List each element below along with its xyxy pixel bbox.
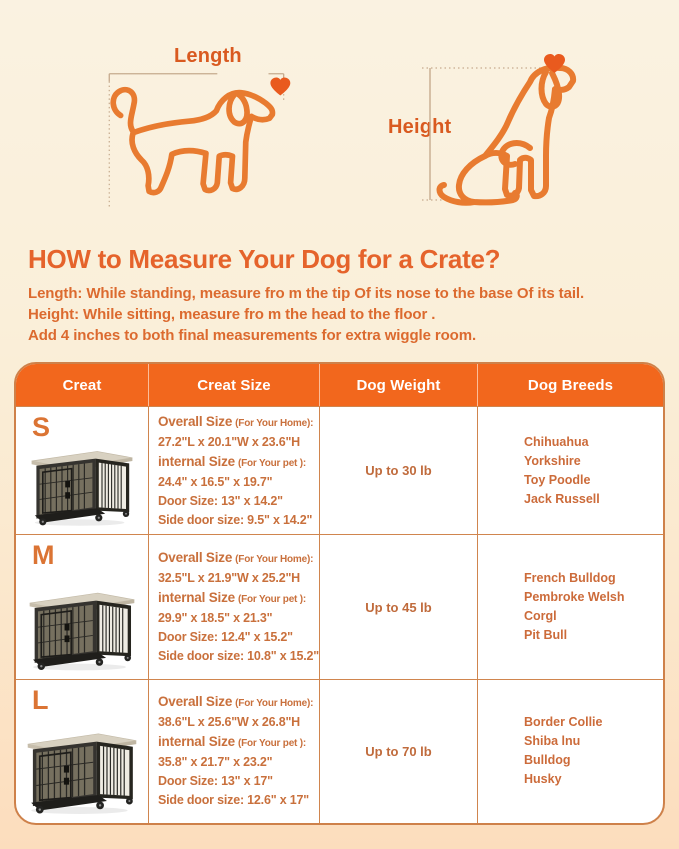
overall-size-line	[158, 548, 317, 569]
table-row-small	[16, 406, 663, 534]
internal-size-line	[158, 588, 317, 609]
header-creat-size: Creat Size	[148, 364, 319, 406]
internal-size-note: (For Your pet ):	[237, 738, 307, 750]
door-size-line: Door Size: 13" x 14.2"	[158, 493, 283, 508]
measuring-diagram-section	[0, 0, 679, 235]
overall-size-label: Overall Size	[158, 694, 233, 710]
breed-item: Bulldog	[524, 753, 571, 768]
standing-dog-outline	[113, 90, 272, 193]
side-door-size-line: Side door size: 9.5" x 14.2"	[158, 512, 313, 527]
sitting-dog-outline	[440, 68, 574, 203]
breeds-cell-large	[477, 680, 663, 823]
breed-item: Pembroke Welsh	[524, 590, 625, 605]
table-header-row	[16, 364, 663, 406]
height-label: Height	[388, 116, 452, 138]
overall-size-value: 38.6"L x 25.6"W x 26.8"H	[158, 715, 300, 730]
internal-size-label: internal Size	[158, 590, 235, 606]
side-door-size-line: Side door size: 12.6" x 17"	[158, 793, 309, 808]
breeds-cell-medium	[477, 535, 663, 678]
breed-item: Corgl	[524, 609, 557, 624]
breed-item: Yorkshire	[524, 453, 581, 468]
breed-item: Chihuahua	[524, 434, 589, 449]
length-label: Length	[174, 45, 242, 67]
breeds-cell-small	[477, 407, 663, 534]
crate-cell-small	[16, 407, 148, 534]
internal-size-note: (For Your pet ):	[237, 594, 307, 606]
weight-cell-medium: Up to 45 lb	[319, 535, 477, 678]
overall-size-note: (For Your Home):	[235, 698, 314, 710]
instructions-block	[28, 283, 658, 346]
specs-cell-small	[148, 407, 319, 534]
overall-size-note: (For Your Home):	[235, 554, 314, 566]
internal-size-value: 24.4" x 16.5" x 19.7"	[158, 474, 273, 489]
door-size-line: Door Size: 13" x 17"	[158, 774, 273, 789]
sitting-dog-illustration	[382, 50, 604, 208]
heart-icon	[270, 78, 290, 96]
overall-size-line	[158, 692, 317, 713]
overall-size-label: Overall Size	[158, 413, 233, 429]
table-row-large	[16, 679, 663, 823]
table-row-medium	[16, 534, 663, 678]
overall-size-label: Overall Size	[158, 550, 233, 566]
overall-size-note: (For Your Home):	[235, 417, 314, 429]
crate-cell-medium	[16, 535, 148, 678]
weight-cell-small: Up to 30 lb	[319, 407, 477, 534]
door-size-line: Door Size: 12.4" x 15.2"	[158, 630, 293, 645]
page-title: HOW to Measure Your Dog for a Crate?	[28, 244, 501, 274]
standing-dog-illustration	[96, 66, 314, 218]
large-crate-image	[26, 724, 138, 816]
internal-size-line	[158, 732, 317, 753]
medium-crate-image	[28, 584, 136, 672]
side-door-size-line: Side door size: 10.8" x 15.2"	[158, 649, 319, 664]
small-crate-image	[30, 443, 134, 527]
header-creat: Creat	[62, 376, 102, 394]
size-letter-m: M	[32, 540, 55, 571]
overall-size-line	[158, 412, 317, 433]
specs-cell-medium	[148, 535, 319, 678]
crate-size-table	[14, 362, 665, 825]
internal-size-value: 35.8" x 21.7" x 23.2"	[158, 755, 273, 770]
size-letter-l: L	[32, 684, 49, 715]
weight-cell-large: Up to 70 lb	[319, 680, 477, 823]
header-dog-weight: Dog Weight	[319, 364, 477, 406]
overall-size-value: 32.5"L x 21.9"W x 25.2"H	[158, 571, 300, 586]
crate-cell-large	[16, 680, 148, 823]
breed-item: Jack Russell	[524, 491, 600, 506]
breed-item: Husky	[524, 772, 562, 787]
instruction-height: Height: While sitting, measure fro m the head to the floor .	[28, 306, 436, 323]
instruction-length: Length: While standing, measure fro m the tip Of its nose to the base Of its tail.	[28, 285, 585, 302]
breed-item: Border Collie	[524, 715, 603, 730]
breed-item: French Bulldog	[524, 571, 616, 586]
internal-size-line	[158, 452, 317, 473]
internal-size-label: internal Size	[158, 734, 235, 750]
internal-size-note: (For Your pet ):	[237, 457, 307, 469]
internal-size-value: 29.9" x 18.5" x 21.3"	[158, 611, 273, 626]
breed-item: Pit Bull	[524, 628, 568, 643]
internal-size-label: internal Size	[158, 453, 235, 469]
size-letter-s: S	[32, 412, 51, 442]
header-dog-breeds: Dog Breeds	[477, 364, 663, 406]
instruction-wiggle: Add 4 inches to both final measurements for extra wiggle room.	[28, 327, 477, 344]
breed-item: Toy Poodle	[524, 472, 591, 487]
specs-cell-large	[148, 680, 319, 823]
overall-size-value: 27.2"L x 20.1"W x 23.6"H	[158, 434, 300, 449]
breed-item: Shiba lnu	[524, 734, 581, 749]
